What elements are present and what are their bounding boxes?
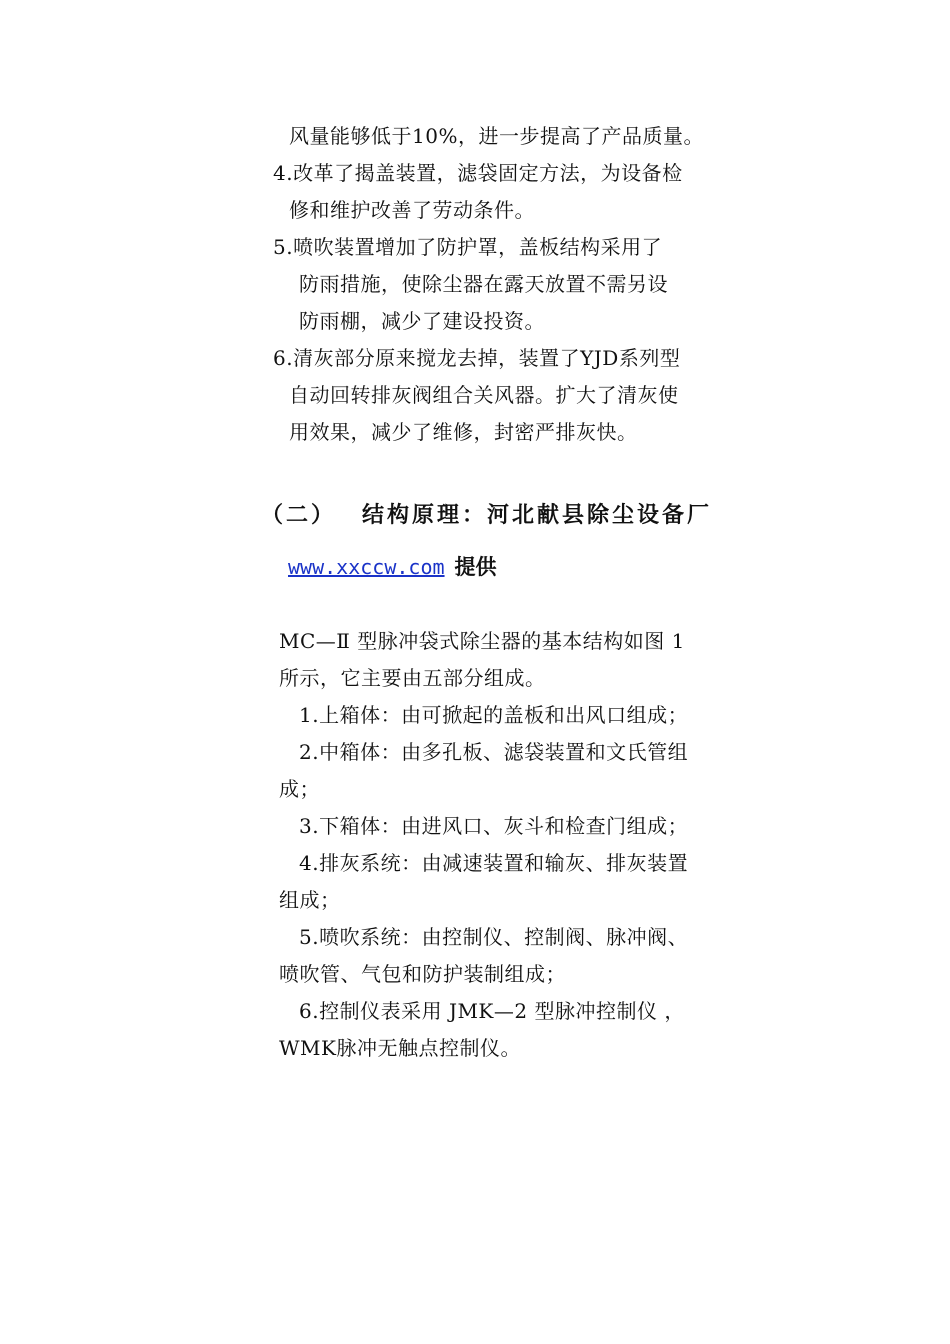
section-title: 结构原理：河北献县除尘设备厂	[362, 503, 713, 528]
structure-item-6-cont: WMK脉冲无触点控制仪。	[279, 1036, 521, 1060]
website-link[interactable]: www.xxccw.com	[288, 555, 445, 579]
structure-intro-cont: 所示，它主要由五部分组成。	[279, 666, 546, 690]
structure-item-3: 3.下箱体：由进风口、灰斗和检查门组成；	[299, 814, 689, 838]
provide-label: 提供	[454, 555, 497, 579]
structure-item-2: 2.中箱体：由多孔板、滤袋装置和文氏管组	[299, 740, 689, 764]
improvement-item-4: 4.改革了揭盖装置，滤袋固定方法，为设备检	[273, 161, 683, 185]
improvement-item-5: 5.喷吹装置增加了防护罩，盖板结构采用了	[273, 235, 663, 259]
improvement-item-5-cont: 防雨棚，减少了建设投资。	[299, 309, 545, 333]
improvement-item-6-cont: 自动回转排灰阀组合关风器。扩大了清灰使	[289, 383, 679, 407]
structure-item-5-cont: 喷吹管、气包和防护装制组成；	[279, 962, 566, 986]
structure-item-4: 4.排灰系统：由减速装置和输灰、排灰装置	[299, 851, 689, 875]
improvement-text-line: 风量能够低于10%，进一步提高了产品质量。	[289, 124, 704, 148]
section-heading	[261, 502, 712, 530]
improvement-item-6-cont: 用效果，减少了维修，封密严排灰快。	[289, 420, 638, 444]
source-line	[288, 553, 497, 582]
structure-item-6: 6.控制仪表采用 JMK—2 型脉冲控制仪 ，	[299, 999, 685, 1023]
improvement-item-4-cont: 修和维护改善了劳动条件。	[289, 198, 535, 222]
improvement-item-5-cont: 防雨措施，使除尘器在露天放置不需另设	[299, 272, 668, 296]
structure-item-5: 5.喷吹系统：由控制仪、控制阀、脉冲阀、	[299, 925, 689, 949]
structure-item-1: 1.上箱体：由可掀起的盖板和出风口组成；	[299, 703, 689, 727]
structure-intro: MC—Ⅱ 型脉冲袋式除尘器的基本结构如图 1	[279, 629, 685, 653]
structure-item-4-cont: 组成；	[279, 888, 341, 912]
structure-item-2-cont: 成；	[279, 777, 320, 801]
section-number: （二）	[261, 503, 337, 528]
improvement-item-6: 6.清灰部分原来搅龙去掉，装置了YJD系列型	[273, 346, 681, 370]
